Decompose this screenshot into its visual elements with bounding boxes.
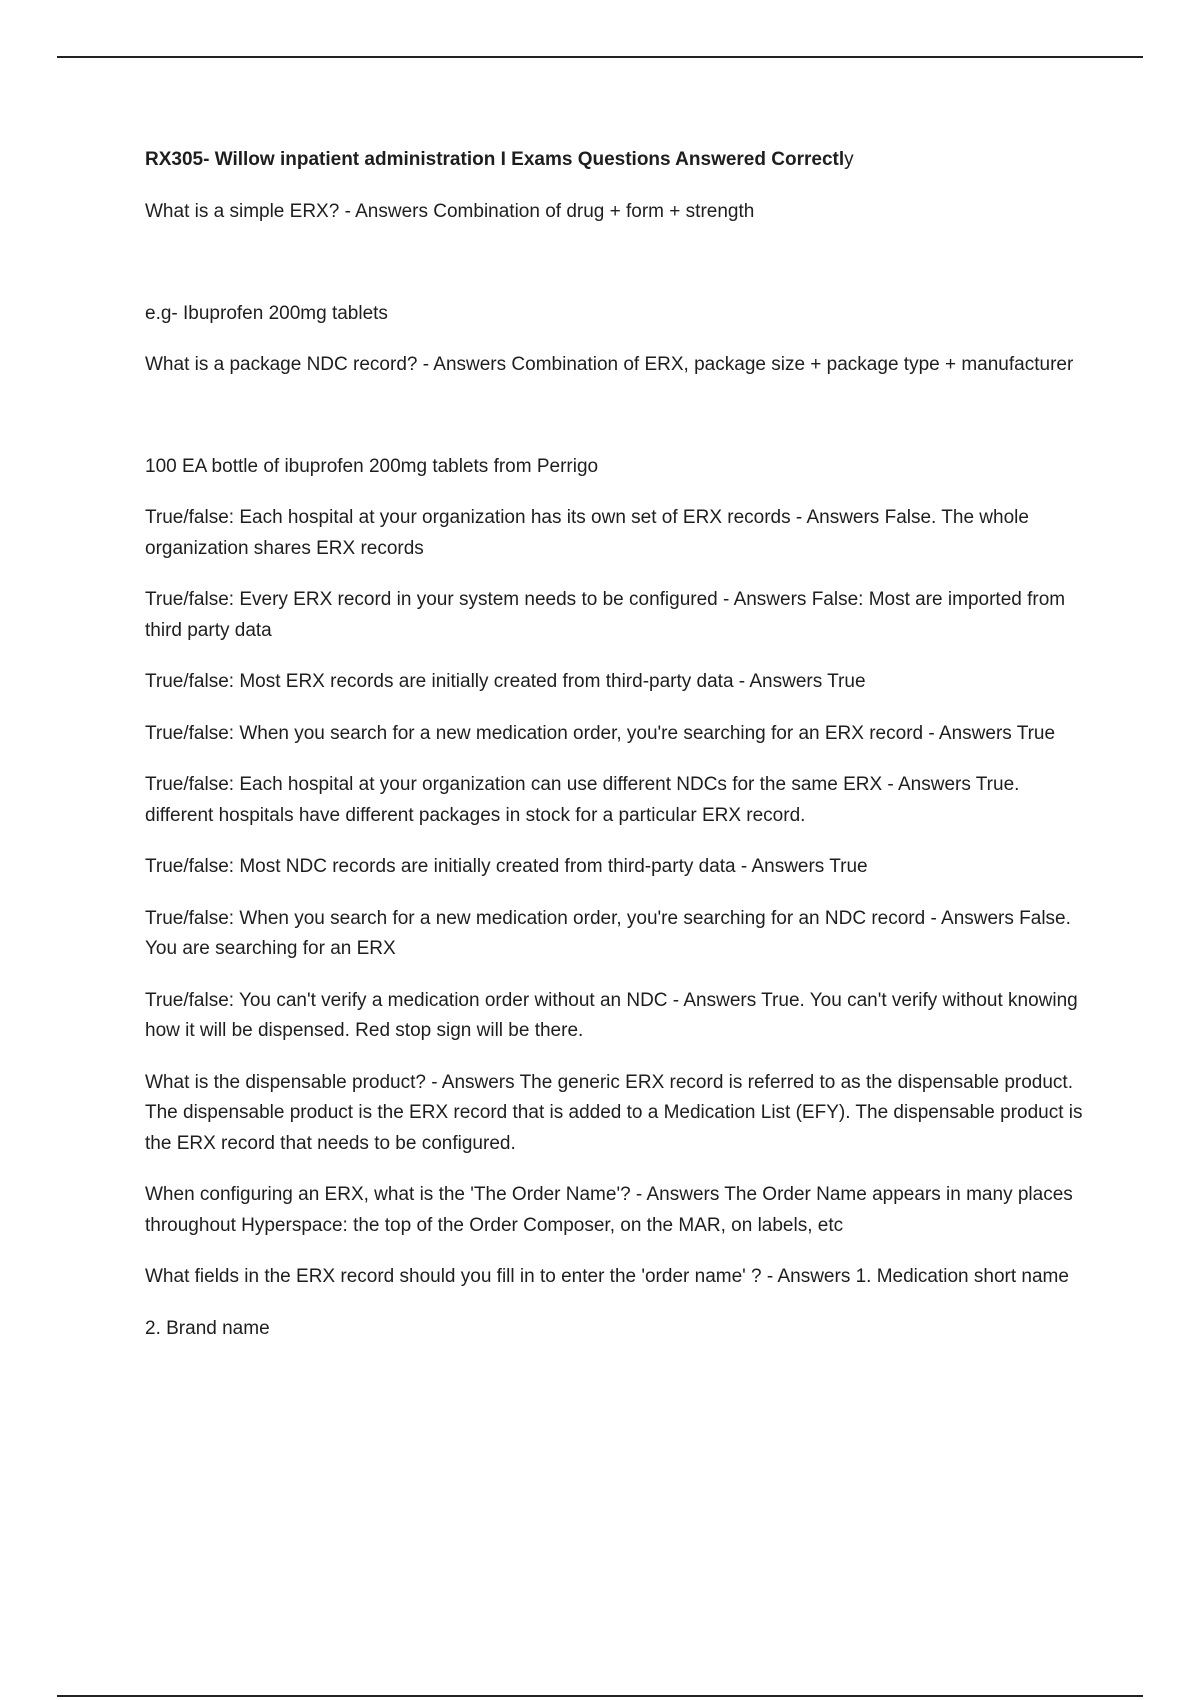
paragraph: What is a package NDC record? - Answers Combination of ERX, package size + package type + manufacturer — [145, 354, 1074, 375]
footer-rule — [57, 1695, 1143, 1697]
blank-space — [145, 249, 1090, 299]
paragraph: True/false: When you search for a new medication order, you're searching for an ERX record - Answers True — [145, 722, 1056, 744]
document-title-tail: y — [844, 149, 854, 170]
paragraph: True/false: Most ERX records are initially created from third-party data - Answers True — [145, 671, 866, 692]
paragraph: What is a simple ERX? - Answers Combination of drug + form + strength — [145, 201, 755, 222]
paragraph: What is the dispensable product? - Answers The generic ERX record is referred to as the dispensable product. The dispensable product is the ERX record that is added to a Medication List (EFY). The dispensable product is the ERX record that needs to be configured. — [145, 1071, 1083, 1154]
paragraph: 2. Brand name — [145, 1317, 270, 1339]
paragraph: True/false: Each hospital at your organization has its own set of ERX records - Answers False. The whole organization shares ERX records — [145, 507, 1029, 559]
paragraph: When configuring an ERX, what is the 'The Order Name'? - Answers The Order Name appears in many places throughout Hyperspace: the top of the Order Composer, on the MAR, on labels, etc — [145, 1184, 1073, 1236]
paragraph: True/false: Each hospital at your organization can use different NDCs for the same ERX - Answers True. different hospitals have different packages in stock for a particular ERX record. — [145, 774, 1020, 826]
document-title — [145, 145, 1090, 175]
paragraph: What fields in the ERX record should you fill in to enter the 'order name' ? - Answers 1. Medication short name — [145, 1266, 1069, 1287]
paragraph: e.g- Ibuprofen 200mg tablets — [145, 302, 388, 324]
document-title-bold: RX305- Willow inpatient administration I Exams Questions Answered Correctl — [145, 149, 845, 170]
paragraph: True/false: Most NDC records are initially created from third-party data - Answers True — [145, 856, 868, 877]
paragraph: True/false: You can't verify a medication order without an NDC - Answers True. You can't verify without knowing how it will be dispensed. Red stop sign will be there. — [145, 989, 1078, 1041]
document-body — [145, 145, 1090, 1365]
header-rule — [57, 56, 1143, 58]
blank-space — [145, 402, 1090, 452]
paragraph: True/false: Every ERX record in your system needs to be configured - Answers False: Most are imported from third party data — [145, 589, 1066, 641]
paragraph: 100 EA bottle of ibuprofen 200mg tablets from Perrigo — [145, 455, 599, 477]
paragraph: True/false: When you search for a new medication order, you're searching for an NDC record - Answers False. You are searching for an ERX — [145, 907, 1071, 959]
